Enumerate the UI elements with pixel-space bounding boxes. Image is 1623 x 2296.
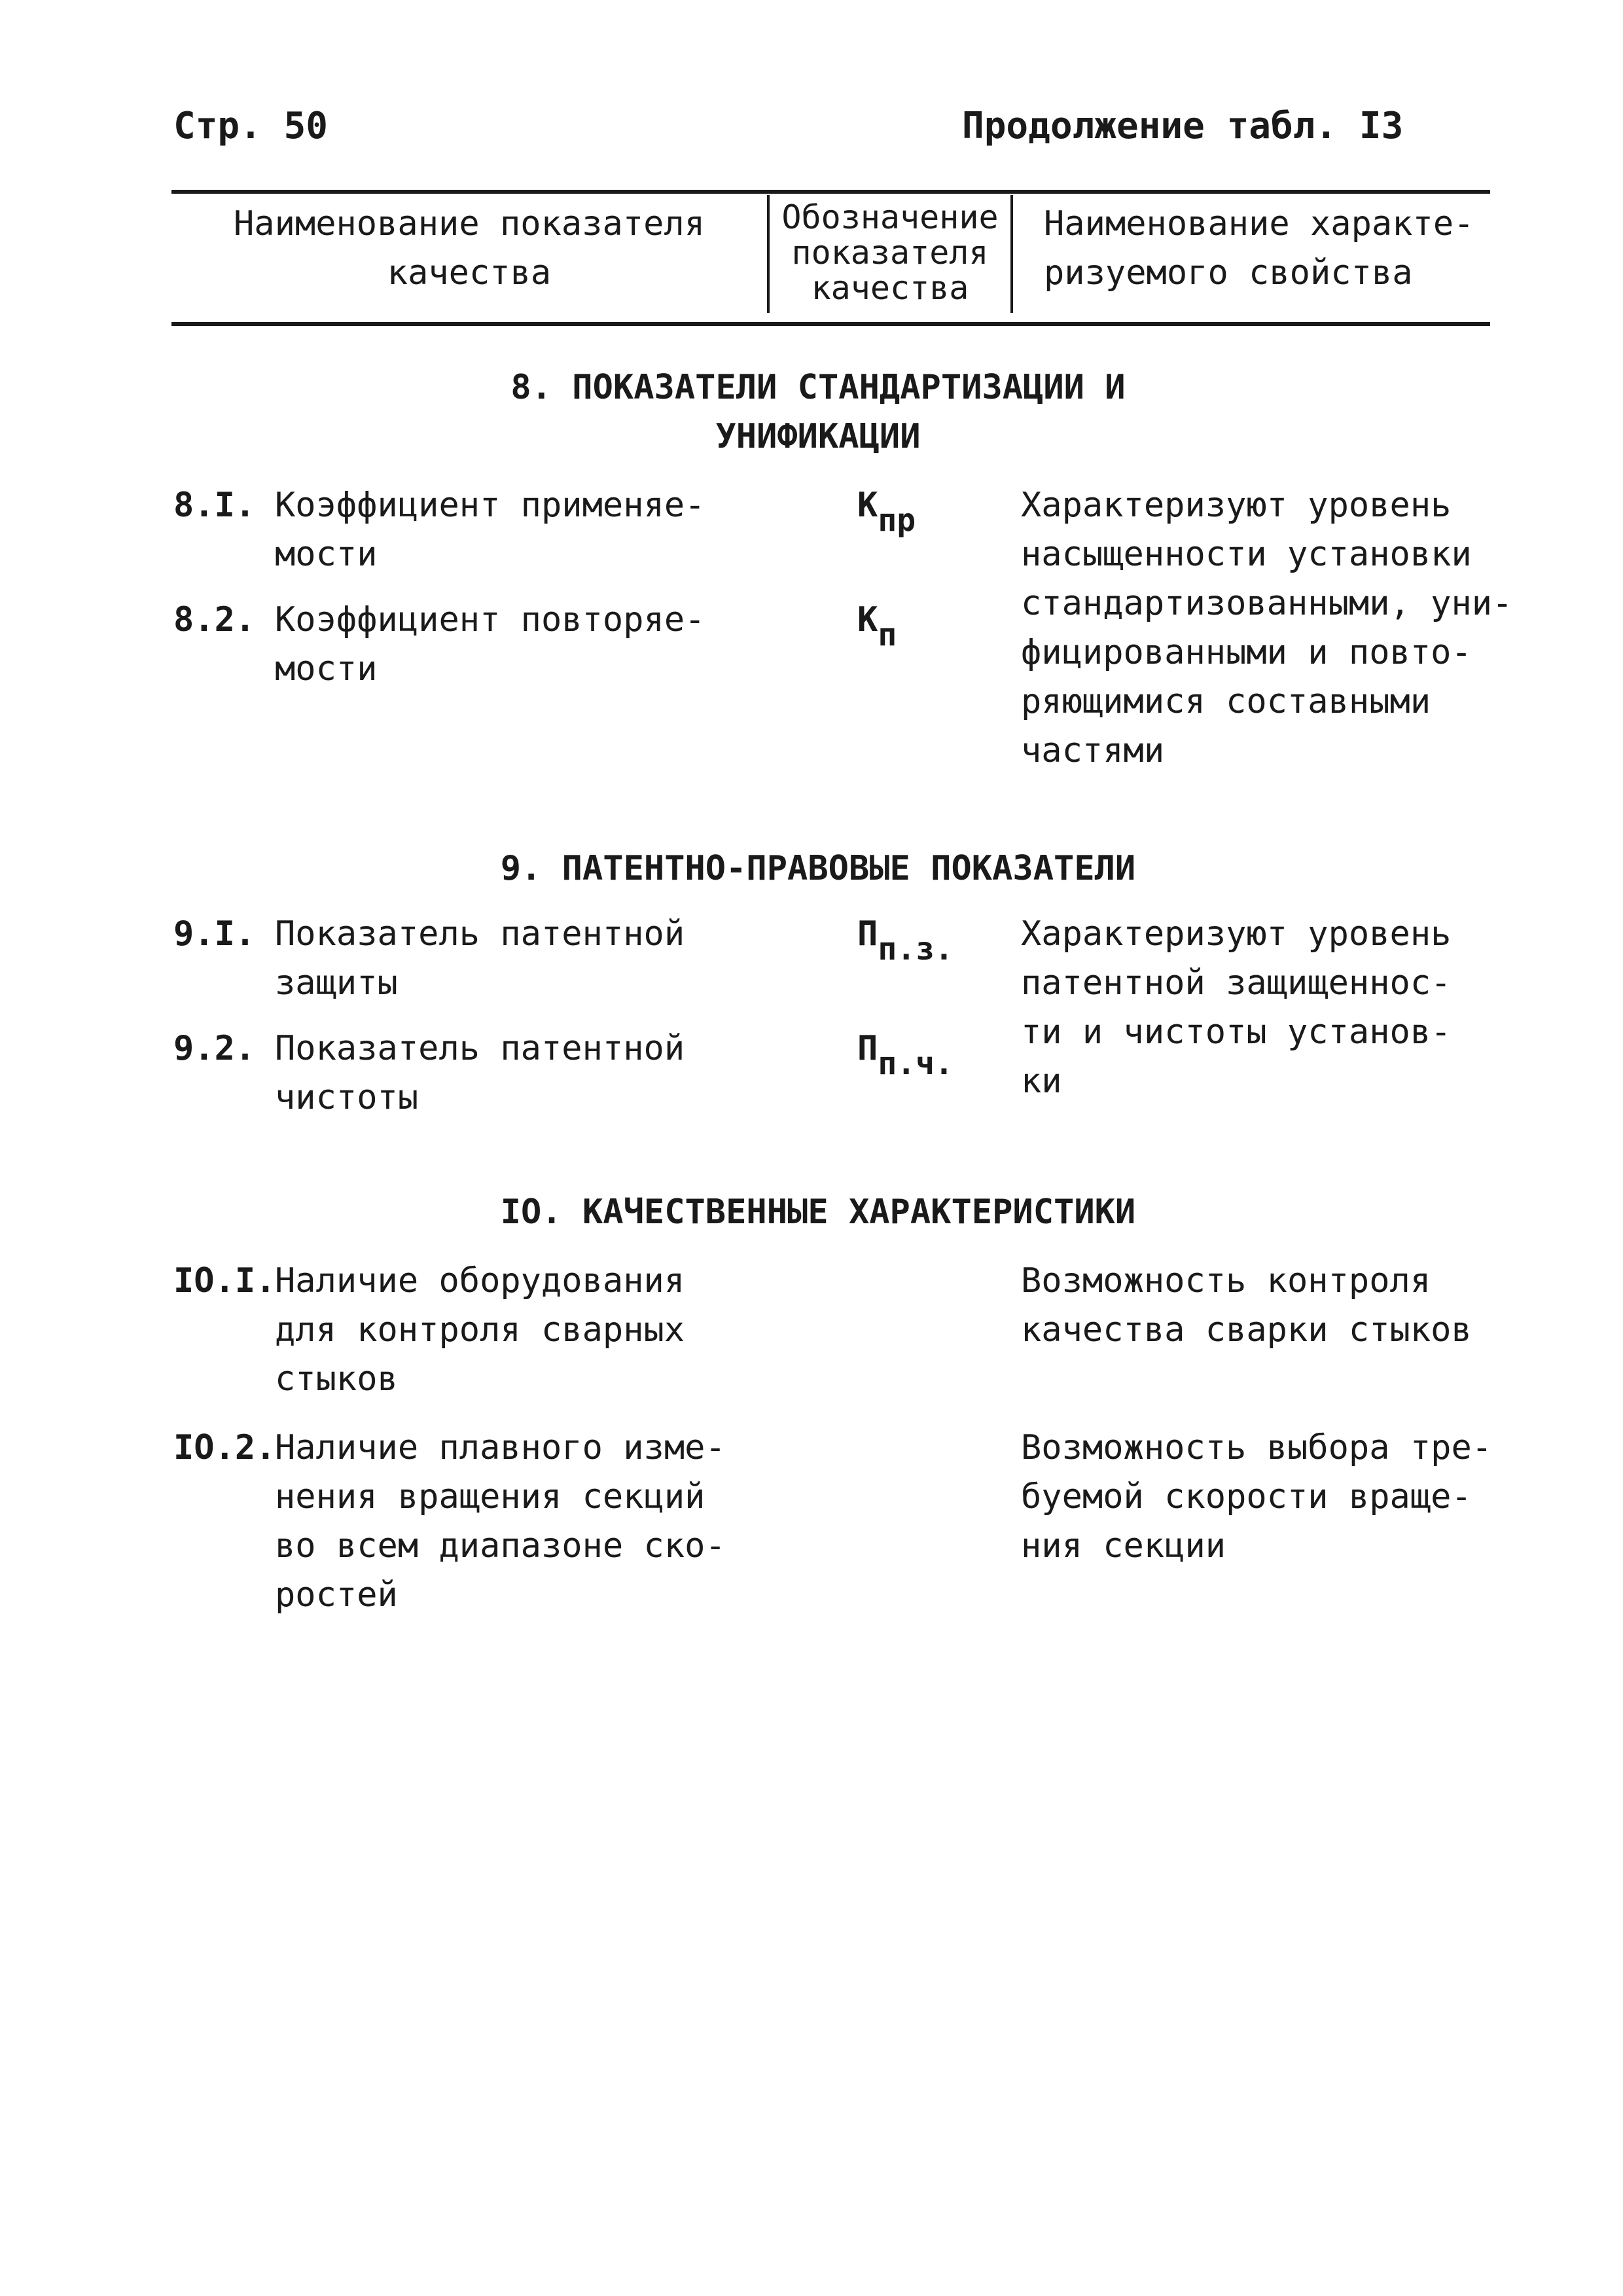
- section-8-property: [1021, 481, 1512, 776]
- row-number: 8.I.: [173, 486, 256, 525]
- header-col3-line1: Наименование характе-: [1044, 204, 1474, 243]
- table-continuation-label: Продолжение табл. I3: [962, 105, 1404, 147]
- property-line: ти и чистоты установ-: [1021, 1013, 1452, 1052]
- row-name-line: Наличие плавного изме-: [275, 1428, 726, 1467]
- property-line: частями: [1021, 731, 1165, 770]
- row-number: IO.2.: [173, 1428, 276, 1467]
- section-9-title: [327, 844, 1309, 893]
- row-name-line: мости: [275, 649, 378, 689]
- property-line: ки: [1021, 1062, 1062, 1101]
- property-line: Возможность выбора тре-: [1021, 1428, 1493, 1467]
- property-line: буемой скорости враще-: [1021, 1477, 1472, 1516]
- property-line: Характеризуют уровень: [1021, 486, 1452, 525]
- section-8-title-line1: 8. ПОКАЗАТЕЛИ СТАНДАРТИЗАЦИИ И: [510, 368, 1126, 407]
- row-number: IO.I.: [173, 1261, 276, 1300]
- row-property: [1021, 1257, 1472, 1355]
- header-divider-right: [1010, 195, 1013, 313]
- header-col2-line3: качества: [811, 269, 969, 307]
- row-name-line: Наличие оборудования: [275, 1261, 685, 1300]
- row-name-line: ростей: [275, 1575, 398, 1615]
- page-number: Стр. 50: [173, 105, 329, 147]
- property-line: фицированными и повто-: [1021, 633, 1472, 672]
- row-symbol: [857, 596, 897, 660]
- row-name: [275, 910, 685, 1008]
- row-name: [275, 1024, 685, 1122]
- header-col1-line2: качества: [387, 253, 552, 293]
- property-line: насыщенности установки: [1021, 535, 1472, 574]
- property-line: Характеризуют уровень: [1021, 914, 1452, 954]
- symbol-main: П: [857, 914, 878, 954]
- row-name-line: чистоты: [275, 1078, 419, 1117]
- row-name-line: нения вращения секций: [275, 1477, 705, 1516]
- row-name-line: Показатель патентной: [275, 914, 685, 954]
- section-9-title-line1: 9. ПАТЕНТНО-ПРАВОВЫЕ ПОКАЗАТЕЛИ: [500, 849, 1136, 888]
- symbol-subscript: п.з.: [878, 931, 954, 967]
- row-name-line: Коэффициент применяе-: [275, 486, 705, 525]
- property-line: Возможность контроля: [1021, 1261, 1431, 1300]
- symbol-main: К: [857, 486, 878, 525]
- header-col2-line2: показателя: [791, 234, 989, 272]
- section-10-title: [327, 1188, 1309, 1237]
- row-name-line: для контроля сварных: [275, 1310, 685, 1350]
- header-col-quality-name: [171, 200, 767, 298]
- row-name-line: мости: [275, 535, 378, 574]
- property-line: ния секции: [1021, 1526, 1226, 1566]
- property-line: ряющимися составными: [1021, 682, 1431, 721]
- row-name-line: защиты: [275, 963, 398, 1003]
- symbol-subscript: пр: [878, 502, 916, 539]
- header-top-rule: [171, 190, 1490, 194]
- row-name-line: Показатель патентной: [275, 1029, 685, 1068]
- section-10-title-line1: IO. КАЧЕСТВЕННЫЕ ХАРАКТЕРИСТИКИ: [500, 1193, 1136, 1232]
- row-name-line: во всем диапазоне ско-: [275, 1526, 726, 1566]
- header-col-designation: [772, 200, 1008, 306]
- section-8-title: [393, 363, 1243, 461]
- symbol-main: К: [857, 600, 878, 639]
- property-line: патентной защищеннос-: [1021, 963, 1452, 1003]
- row-number: 9.I.: [173, 914, 256, 954]
- section-9-property: [1021, 910, 1451, 1106]
- property-line: стандартизованными, уни-: [1021, 584, 1513, 623]
- row-name: [275, 481, 705, 579]
- symbol-main: П: [857, 1029, 878, 1068]
- row-symbol: [857, 481, 916, 545]
- symbol-subscript: п: [878, 617, 897, 653]
- row-name: [275, 596, 705, 694]
- header-bottom-rule: [171, 322, 1490, 326]
- row-name: [275, 1257, 685, 1404]
- header-divider-left: [767, 195, 770, 313]
- header-col2-line1: Обозначение: [781, 198, 999, 236]
- section-8-title-line2: УНИФИКАЦИИ: [715, 417, 921, 456]
- header-col3-line2: ризуемого свойства: [1044, 253, 1413, 293]
- symbol-subscript: п.ч.: [878, 1045, 954, 1082]
- row-name-line: стыков: [275, 1359, 398, 1399]
- property-line: качества сварки стыков: [1021, 1310, 1472, 1350]
- row-symbol: [857, 910, 954, 974]
- row-property: [1021, 1424, 1492, 1571]
- row-number: 9.2.: [173, 1029, 256, 1068]
- row-name-line: Коэффициент повторяе-: [275, 600, 705, 639]
- row-name: [275, 1424, 726, 1620]
- row-symbol: [857, 1024, 954, 1088]
- header-col1-line1: Наименование показателя: [233, 204, 705, 243]
- header-col-property: [1044, 200, 1474, 298]
- row-number: 8.2.: [173, 600, 256, 639]
